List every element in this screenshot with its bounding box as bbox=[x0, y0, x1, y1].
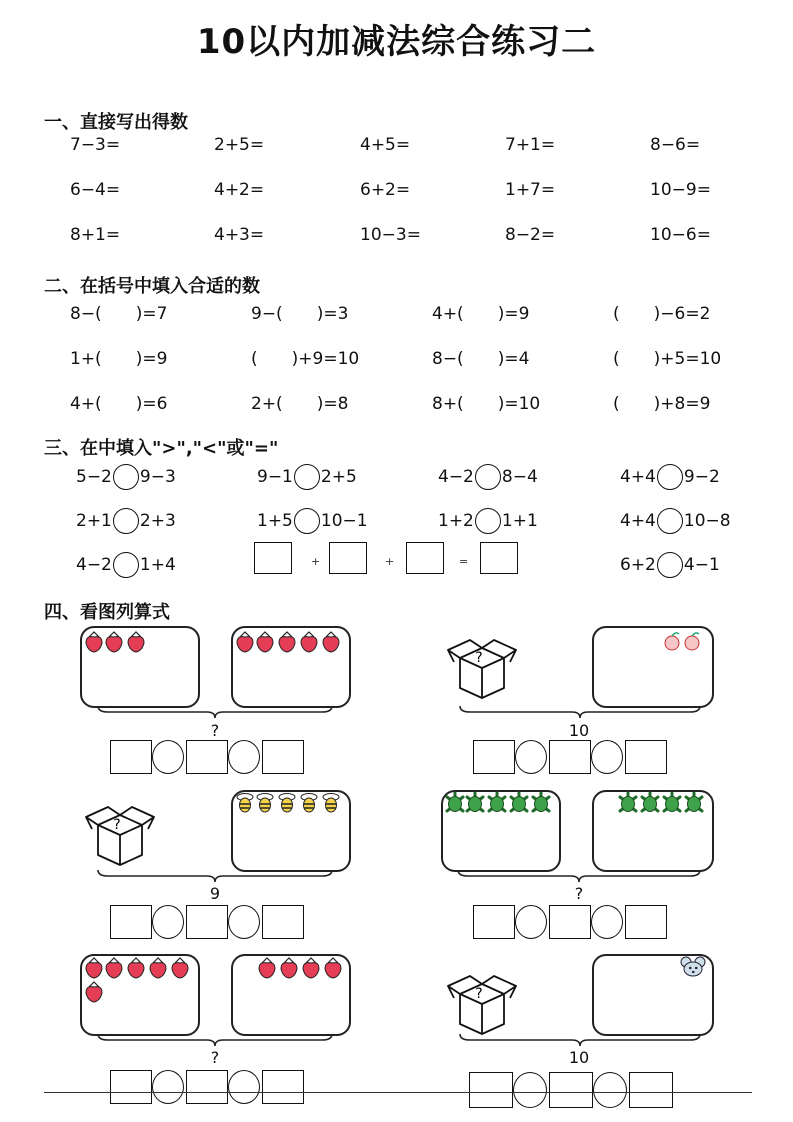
total-label: ? bbox=[210, 721, 220, 740]
problem: 10−6= bbox=[650, 225, 711, 245]
answer-box[interactable] bbox=[254, 542, 292, 574]
bottom-divider bbox=[44, 1092, 752, 1093]
operator-circle[interactable] bbox=[515, 905, 547, 939]
turtle-icon bbox=[533, 793, 549, 812]
answer-box[interactable] bbox=[262, 905, 304, 939]
brace bbox=[460, 706, 700, 722]
bee-group bbox=[231, 790, 347, 820]
problem: 10−9= bbox=[650, 180, 711, 200]
section-3-heading: 三、在中填入">","<"或"=" bbox=[44, 438, 279, 459]
strawberry-group bbox=[80, 626, 196, 656]
compare-right: 2+3 bbox=[139, 511, 176, 531]
problem: 7+1= bbox=[505, 135, 556, 155]
bee-icon bbox=[301, 794, 317, 813]
answer-box[interactable] bbox=[625, 740, 667, 774]
answer-box[interactable] bbox=[549, 1072, 593, 1108]
answer-box[interactable] bbox=[329, 542, 367, 574]
strawberry-icon bbox=[86, 982, 102, 1002]
compare-circle[interactable] bbox=[657, 508, 683, 534]
section-1-heading: 一、直接写出得数 bbox=[44, 112, 188, 133]
compare-left: 4−2 bbox=[76, 555, 112, 575]
turtle-icon bbox=[447, 793, 463, 812]
answer-box[interactable] bbox=[549, 905, 591, 939]
strawberry-icon bbox=[106, 958, 122, 978]
strawberry-icon bbox=[106, 632, 122, 652]
bee-icon bbox=[237, 794, 253, 813]
compare-item bbox=[257, 464, 357, 490]
turtle-icon bbox=[467, 793, 483, 812]
problem: 6+2= bbox=[360, 180, 411, 200]
compare-circle[interactable] bbox=[657, 464, 683, 490]
compare-item bbox=[620, 464, 720, 490]
fill-blank-problem: ( )+5=10 bbox=[613, 349, 722, 369]
strawberry-icon bbox=[303, 958, 319, 978]
compare-item bbox=[257, 508, 368, 534]
total-label: 9 bbox=[209, 884, 221, 903]
answer-box[interactable] bbox=[186, 740, 228, 774]
plus-sign: + bbox=[385, 555, 395, 568]
compare-left: 1+2 bbox=[438, 511, 474, 531]
strawberry-icon bbox=[128, 958, 144, 978]
compare-left: 6+2 bbox=[620, 555, 656, 575]
strawberry-icon bbox=[281, 958, 297, 978]
strawberry-icon bbox=[237, 632, 253, 652]
problem: 4+5= bbox=[360, 135, 411, 155]
strawberry-icon bbox=[259, 958, 275, 978]
answer-box[interactable] bbox=[480, 542, 518, 574]
fill-blank-problem: 1+( )=9 bbox=[70, 349, 168, 369]
operator-circle[interactable] bbox=[515, 740, 547, 774]
compare-right: 9−3 bbox=[139, 467, 176, 487]
compare-left: 4+4 bbox=[620, 511, 656, 531]
strawberry-group bbox=[231, 954, 347, 984]
fill-blank-problem: ( )+9=10 bbox=[251, 349, 360, 369]
problem: 8+1= bbox=[70, 225, 121, 245]
compare-item bbox=[76, 508, 176, 534]
compare-left: 9−1 bbox=[257, 467, 293, 487]
total-label: 10 bbox=[568, 721, 590, 740]
problem: 1+7= bbox=[505, 180, 556, 200]
operator-circle[interactable] bbox=[228, 1070, 260, 1104]
mystery-box-icon bbox=[444, 964, 516, 1036]
strawberry-icon bbox=[128, 632, 144, 652]
strawberry-icon bbox=[301, 632, 317, 652]
compare-item bbox=[438, 508, 538, 534]
compare-circle[interactable] bbox=[475, 508, 501, 534]
mystery-box-icon bbox=[82, 795, 154, 867]
compare-circle[interactable] bbox=[113, 508, 139, 534]
answer-box[interactable] bbox=[110, 1070, 152, 1104]
compare-circle[interactable] bbox=[294, 464, 320, 490]
strawberry-icon bbox=[86, 632, 102, 652]
fill-blank-problem: 4+( )=9 bbox=[432, 304, 530, 324]
plus-sign: + bbox=[311, 555, 321, 568]
answer-box[interactable] bbox=[549, 740, 591, 774]
fill-blank-problem: 2+( )=8 bbox=[251, 394, 349, 414]
answer-box[interactable] bbox=[186, 1070, 228, 1104]
compare-left: 4−2 bbox=[438, 467, 474, 487]
total-label: ? bbox=[574, 884, 584, 903]
fill-blank-problem: ( )−6=2 bbox=[613, 304, 711, 324]
strawberry-group bbox=[231, 626, 347, 656]
fill-blank-problem: 8−( )=7 bbox=[70, 304, 168, 324]
answer-box[interactable] bbox=[473, 905, 515, 939]
fill-blank-problem: 4+( )=6 bbox=[70, 394, 168, 414]
bee-icon bbox=[323, 794, 339, 813]
turtle-icon bbox=[511, 793, 527, 812]
operator-circle[interactable] bbox=[593, 1072, 627, 1108]
answer-box[interactable] bbox=[186, 905, 228, 939]
fill-blank-problem: 9−( )=3 bbox=[251, 304, 349, 324]
section-4-heading: 四、看图列算式 bbox=[44, 602, 170, 623]
compare-circle[interactable] bbox=[475, 464, 501, 490]
box-question-mark: ? bbox=[113, 817, 121, 833]
turtle-group bbox=[592, 790, 710, 820]
strawberry-icon bbox=[279, 632, 295, 652]
mystery-box-icon bbox=[444, 628, 516, 700]
answer-box[interactable] bbox=[625, 905, 667, 939]
turtle-icon bbox=[620, 793, 636, 812]
turtle-icon bbox=[686, 793, 702, 812]
peach-icon bbox=[685, 633, 699, 650]
compare-right: 1+1 bbox=[501, 511, 538, 531]
compare-circle[interactable] bbox=[113, 464, 139, 490]
problem: 7−3= bbox=[70, 135, 121, 155]
compare-circle[interactable] bbox=[657, 552, 683, 578]
fill-blank-problem: 8−( )=4 bbox=[432, 349, 530, 369]
mouse-icon bbox=[681, 957, 705, 976]
turtle-group bbox=[441, 790, 557, 820]
compare-item bbox=[438, 464, 538, 490]
compare-item bbox=[76, 464, 176, 490]
total-label: 10 bbox=[568, 1048, 590, 1067]
problem: 2+5= bbox=[214, 135, 265, 155]
answer-box[interactable] bbox=[469, 1072, 513, 1108]
operator-circle[interactable] bbox=[513, 1072, 547, 1108]
compare-right: 10−1 bbox=[320, 511, 368, 531]
strawberry-icon bbox=[172, 958, 188, 978]
bee-icon bbox=[257, 794, 273, 813]
answer-box[interactable] bbox=[110, 740, 152, 774]
answer-box[interactable] bbox=[629, 1072, 673, 1108]
problem: 8−6= bbox=[650, 135, 701, 155]
box-question-mark: ? bbox=[475, 986, 483, 1002]
strawberry-icon bbox=[150, 958, 166, 978]
peach-icon bbox=[665, 633, 679, 650]
operator-circle[interactable] bbox=[152, 905, 184, 939]
strawberry-group bbox=[80, 954, 196, 1014]
brace bbox=[98, 706, 332, 722]
equals-sign: = bbox=[459, 555, 469, 568]
problem: 6−4= bbox=[70, 180, 121, 200]
compare-left: 2+1 bbox=[76, 511, 112, 531]
compare-right: 10−8 bbox=[683, 511, 731, 531]
operator-circle[interactable] bbox=[152, 1070, 184, 1104]
page-title: 10以内加减法综合练习二 bbox=[196, 22, 597, 62]
answer-box[interactable] bbox=[262, 740, 304, 774]
answer-box[interactable] bbox=[406, 542, 444, 574]
compare-circle[interactable] bbox=[294, 508, 320, 534]
answer-box[interactable] bbox=[262, 1070, 304, 1104]
compare-left: 1+5 bbox=[257, 511, 293, 531]
compare-right: 8−4 bbox=[501, 467, 538, 487]
operator-circle[interactable] bbox=[591, 740, 623, 774]
answer-box[interactable] bbox=[473, 740, 515, 774]
operator-circle[interactable] bbox=[228, 740, 260, 774]
strawberry-icon bbox=[325, 958, 341, 978]
turtle-icon bbox=[664, 793, 680, 812]
problem: 4+2= bbox=[214, 180, 265, 200]
operator-circle[interactable] bbox=[591, 905, 623, 939]
turtle-icon bbox=[642, 793, 658, 812]
strawberry-icon bbox=[323, 632, 339, 652]
total-label: ? bbox=[210, 1048, 220, 1067]
compare-item bbox=[76, 552, 176, 578]
problem: 4+3= bbox=[214, 225, 265, 245]
box-question-mark: ? bbox=[475, 650, 483, 666]
bee-icon bbox=[279, 794, 295, 813]
compare-left: 4+4 bbox=[620, 467, 656, 487]
fill-blank-problem: ( )+8=9 bbox=[613, 394, 711, 414]
problem: 10−3= bbox=[360, 225, 421, 245]
answer-box[interactable] bbox=[110, 905, 152, 939]
compare-circle[interactable] bbox=[113, 552, 139, 578]
peach-group bbox=[592, 626, 710, 656]
compare-right: 9−2 bbox=[683, 467, 720, 487]
strawberry-icon bbox=[86, 958, 102, 978]
turtle-icon bbox=[489, 793, 505, 812]
compare-item bbox=[620, 508, 731, 534]
compare-right: 2+5 bbox=[320, 467, 357, 487]
section-2-heading: 二、在括号中填入合适的数 bbox=[44, 276, 260, 297]
mouse-group bbox=[592, 954, 710, 984]
compare-left: 5−2 bbox=[76, 467, 112, 487]
operator-circle[interactable] bbox=[228, 905, 260, 939]
operator-circle[interactable] bbox=[152, 740, 184, 774]
fill-blank-problem: 8+( )=10 bbox=[432, 394, 541, 414]
problem: 8−2= bbox=[505, 225, 556, 245]
strawberry-icon bbox=[257, 632, 273, 652]
compare-right: 4−1 bbox=[683, 555, 720, 575]
compare-right: 1+4 bbox=[139, 555, 176, 575]
compare-item bbox=[620, 552, 720, 578]
